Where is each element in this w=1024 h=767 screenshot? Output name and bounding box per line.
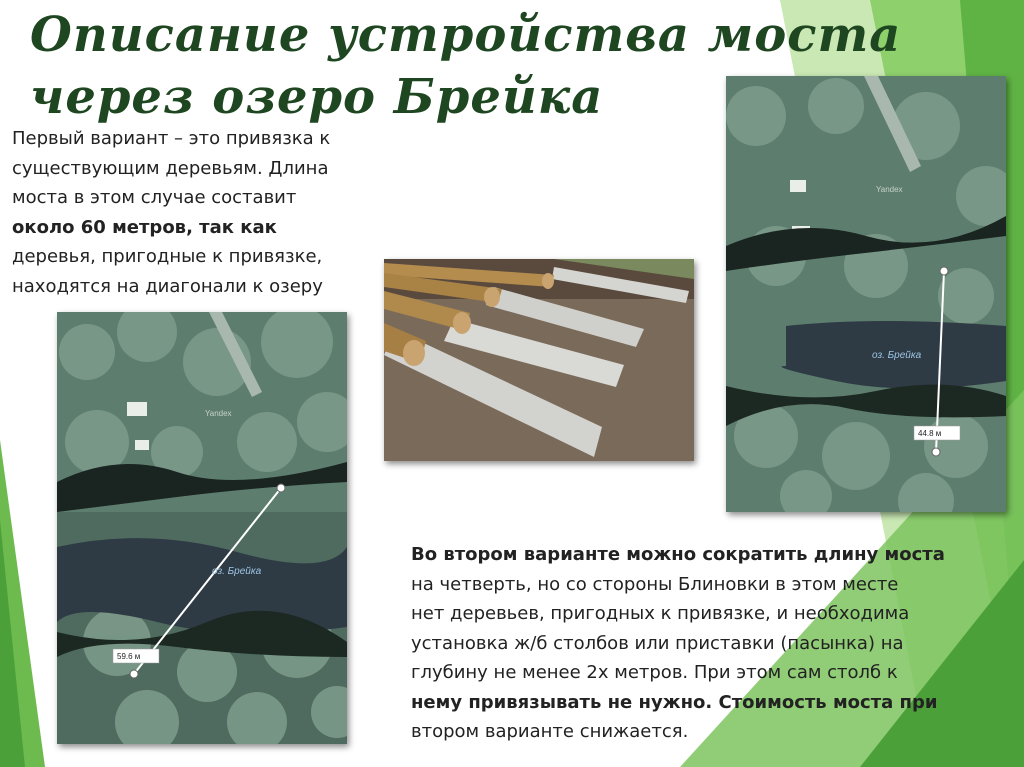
map-image-first-variant — [57, 312, 347, 744]
paragraph-second-variant — [411, 540, 1001, 747]
p2-line-7: втором варианте снижается. — [411, 721, 689, 742]
map-left-lake-label: оз. Брейка — [212, 566, 262, 577]
p2-line-3: нет деревьев, пригодных к привязке, и необходима — [411, 603, 910, 624]
paragraph-first-variant — [12, 124, 384, 301]
photo-logs-and-posts — [384, 259, 694, 461]
map-left-watermark: Yandex — [205, 409, 232, 418]
p2-line-2: на четверть, но со стороны Блиновки в этом месте — [411, 573, 899, 595]
p1-line-2: существующим деревьям. Длина — [12, 157, 329, 179]
p2-line-4: установка ж/б столбов или приставки (пасынка) на — [411, 632, 904, 654]
map-right-lake-label: оз. Брейка — [872, 350, 922, 361]
p1-line-1: Первый вариант – это привязка к — [12, 128, 331, 149]
map-right-watermark: Yandex — [876, 185, 903, 194]
title-line-2: через озеро Брейка — [30, 69, 604, 125]
p2-line-6: нему привязывать не нужно. Стоимость моста при — [411, 691, 938, 713]
map-left-distance-label: 59.6 м — [117, 652, 141, 661]
p1-line-6: находятся на диагонали к озеру — [12, 275, 323, 297]
p2-line-1: Во втором варианте можно сократить длину моста — [411, 544, 945, 565]
map-right-distance-label: 44.8 м — [918, 429, 942, 438]
map-image-second-variant — [726, 76, 1006, 512]
title-line-1: Описание устройства моста — [30, 7, 902, 63]
p2-line-5: глубину не менее 2х метров. При этом сам столб к — [411, 662, 898, 683]
p1-line-4: около 60 метров, так как — [12, 216, 277, 238]
p1-line-3: моста в этом случае составит — [12, 187, 297, 208]
p1-line-5: деревья, пригодные к привязке, — [12, 246, 323, 267]
